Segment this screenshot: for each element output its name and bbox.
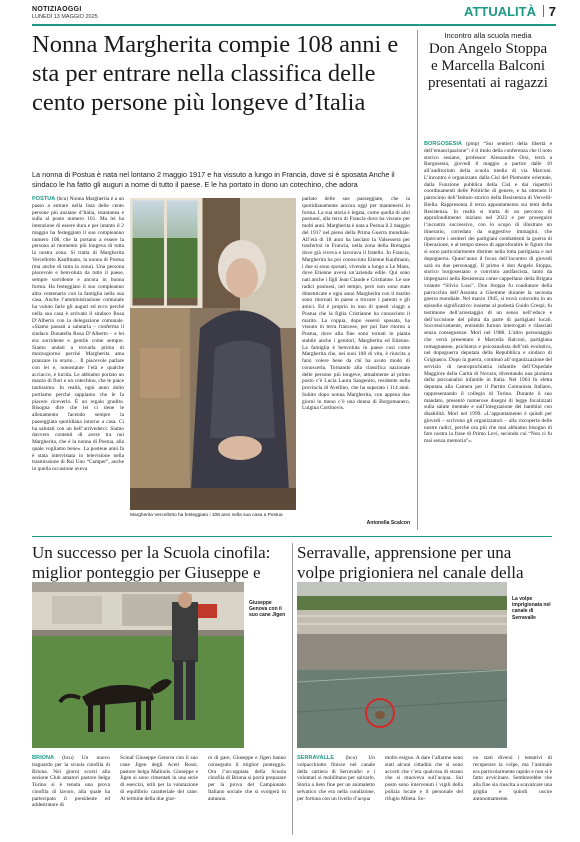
volpe-article-place: SERRAVALLE (297, 755, 335, 761)
main-article-signature: Antonella Scalcon (366, 520, 410, 526)
cinofila-article-column-2 (120, 755, 198, 835)
fox-canal-photo (297, 582, 507, 748)
volpe-article-photo-caption: La volpe imprigionata nel canale di Serravalle (512, 596, 551, 621)
volpe-article-column-2 (385, 755, 463, 835)
volpe-article-column-1 (297, 755, 375, 835)
bottom-column-divider (292, 543, 293, 835)
masthead-date: LUNEDÌ 13 MAGGIO 2025 (32, 14, 98, 20)
cinofila-article-photo-caption: Giuseppe Genova con il suo cane Jigen (249, 600, 286, 619)
elderly-woman-photo (130, 198, 296, 510)
main-article-lead: La nonna di Postua è nata nel lontano 2 maggio 1917 e ha vissuto a lungo in Francia, dove si è sposata Anche il sindaco le ha fatto gli auguri a nome di tutto il paese. E le ha portato in dono un cotechino, che adora (32, 170, 395, 189)
dog-trainer-photo (32, 582, 244, 748)
side-article-place: BORGOSESIA (424, 141, 462, 147)
volpe-article-col3-text: no stati diversi i tentativi di recuperare la volpe, ma l’animale era particolarmente rapido e non si è fatto avvicinare. Sembrerebbe che alla fine sia riuscita a scavalcare una griglia e quindi uscire autonomamente. (473, 755, 552, 802)
main-article-col3-text: parlato delle sue passeggiate, che la quotidianamente ancora oggi per mantenersi in forma. La sua storia è legata, come quella di altri postuesi, alla terra di Francia dove ha vissuto per molti anni. Margherita è nata a Postua il 2 maggio del 1917 nel pieno della Prima Guerra mondiale. All’età di 18 anni ha lasciato la Valsessera per trasferirsi in Francia, nella zona della Bretagna dove già viveva e lavorava il fratello. In Francia, Margherita ha poi conosciuto Etienne Kaufmann, i due si sono sposati, vivendo a lungo a Le Mans, dove Etienne aveva un’azienda edile. Qui sono nati anche i figli Jean Claude e Cristianne. Le sue radici postuesi, nel tempo, però non sono state dimenticate e ogni anno Margherita con il marito sono ritornati in paese a trovare i parenti e gli amici. Ed è proprio in uno di questi viaggi a Postua che la figlia Cristianne ha conosciuto il marito. La coppia, dopo essersi sposata, ha vissuto in terra francese, per poi fare ritorno a Postua, dove alla fine sono tornati in pianta stabile anche i genitori, Margherita ed Etienne. La famiglia è benvoluta in paese così come Margherita che, nei suoi 108 di vita, è riuscita a farsi volere bene da chi ha avuto modo di conoscerla. Tornando alla classifica nazionale delle persone più longeve, attualmente al primo posto c’è Lucia Laura Sangenito, residente nella provincia di Avellino, che ha superato i 114 anni. Subito dopo nonna Margherita, con appena due giorni in meno c’è una donna di Borgomanero, Luigina Cortinovis. (302, 196, 410, 412)
main-article-photo (130, 198, 296, 510)
volpe-article-col2-text: molto esiguo. A dare l’allarme sono stati alcuni cittadini che si sono accorti che c’era qualcosa di strano che si muoveva sull’acqua. Sul posto sono intervenuti i vigili della polizia locale e il personale del rifugio Mileta. So- (385, 755, 463, 802)
volpe-article-col1-text: (bcu) Un volpacchiotto finisce nel canale della cartiera di Serravalle: e i volontari si mobilitano per salvarlo. Storia a lieto fine per un animaletto selvatico che era nella condizione, per fortuna con un livello d’acqua (297, 755, 375, 802)
volpe-article-photo (297, 582, 507, 748)
main-article-photo-caption: Margherita Vercellotto ha festeggiato i 108 anni nella sua casa a Postua (130, 513, 283, 518)
bottom-section-rule (32, 536, 552, 537)
main-article-column-3 (302, 196, 410, 518)
side-article-title: Don Angelo Stoppa e Marcella Balconi presentati ai ragazzi (428, 41, 548, 91)
page-number: 7 (548, 4, 556, 19)
cinofila-article-column-1 (32, 755, 110, 835)
column-divider (417, 30, 418, 530)
side-article-kicker: Incontro alla scuola media (444, 31, 532, 40)
cinofila-article-col2-text: Scinaf Giuseppe Genova con il suo cane Jigen degli Aceri Rossi, pastore belga Malinois. Giuseppe e Jigen si sono cimentati in una serie di esercizi, utili per la valutazione di equilibrio caratteriale del cane. Al termine della due gior- (120, 755, 198, 802)
volpe-article-title: Serravalle, apprensione per una volpe prigioniera nel canale della (297, 543, 524, 582)
main-article-col1-text: (bcu) Nonna Margherita è a un passo a entrare nella lista delle cento persone più anziane d’Italia, istantanea e sulla al posto numero 101. Ma lei ha intenzione di essere dura e per intanto il 2 maggio ha festeggiato il suo compleanno numero 108, che la portano a essere la persona al momento più longeva di tutta la nostra zona. Si tratta di Margherita Vercellotto Kaufmann, la nonna di Postua (ma anche di tutta la zona). Una persona piacevole e benvoluta da tutto il paese, sempre sorridente e ancora in buona forma. Ha festeggiato il suo compleanno altra centenario con la famiglia nella sua casa. Anche l’amministrazione comunale ha voluto farle gli auguri ed ecco perché nella sua casa è arrivato il sindaco Rosa D’Alberto con la delegazione comunale. «Siamo passati a salutarla – conferma il sindaco Donatella Rosa D’Alberto – e lei era sorridente e gentile come sempre. Siamo andati a trovarla prima di mezzogiorno perché Margherita ama pranzare in orario… Il piacevole parlare con lei e, nonostante l’età e qualche acciacco, è lucida. Le abbiamo portato un mazzo di fiori e un cotechino, che le piace tantissimo. In realtà, ogni anno dolio portiamo perché sappiamo che le fa piacere riceverlo. È un regalo gradito. Bisogna dire che lei ci tiene le allenamento facendo sempre la passeggiata quotidiana intorno a casa. Ci ha salutati con un bell’arrivederci. Siamo davvero contenti di avere tra noi Margherita, che è la nonna di Postua, alla quale vogliamo bene». La posteue anni fa è stata intervistata in televisione nella trasmissione di Rai Uno “Camper”, anche in quella occasione aveva (32, 196, 124, 472)
cinofila-article-col3-text: ni di gare, Giuseppe e Jigen hanno conseguito il miglior ponteggio. Ora l’accoppiata della Scuola cinofila di Briona si porrà preparare per la prova del Campionato Italiano sociale che si svolgerà in autunno. (208, 755, 286, 802)
page-separator (543, 5, 544, 17)
section-label: ATTUALITÀ (464, 4, 536, 19)
cinofila-article-place: BRIONA (32, 755, 55, 761)
main-article-column-1 (32, 196, 124, 526)
side-article-body (424, 141, 552, 529)
masthead-brand: NOTIZIAOGGI (32, 6, 82, 13)
cinofila-article-column-3 (208, 755, 286, 835)
main-article-kicker: POSTUA (32, 196, 56, 202)
side-article-text: (pmp) “Sui sentieri della libertà e dell’emancipazione”: è il titolo della conferenza che il noto storico sesiano, professor Alessandro Orsi, terrà a Borgosesia, giovedì 8 maggio a partire dalle 10 all’auditorium della scuola media di via Marconi. L’incontro è organizzato dalla Cisl del Piemonte orientale, dalla Funzione pubblica della Cisl e dai rispettivi coordinamenti delle Politiche di genere, e ha ottenuto il patrocinio dell’Istituto storico della Resistenza di Vercelli-Biella. Rappresenta il terzo appuntamento sui temi della Resistenza. In realtà si tratta di un percorso di approfondimento iniziato nel 2022 e per proseguire l’incontro successivo, con lo scopo di illustrare un itinerario, corredato da suggestive immagini, che ripercorre i sentieri dei partigiani combattenti la guerra di liberazione, e al tempo stesso di approfondire le figure che si sono particolarmente distinte nella lotta partigiana e nel dopoguerra. Quest’anno il focus dell’incontro di giovedì sarà su due personaggi. Il primo è don Angelo Stoppa, storico borgosesiano e convinto antifascista, tanto da impegnarsi nella Resistenza come cappellano della Brigata volante “Silvio Loss”. Don Stoppa fu coadiutore della parrocchia dell’Assunta a Ghemme durante la seconda guerra mondiale. Nel marzo 1945, si trovò coinvolto in un episodio significativo: insieme al podestà Guido Crespi, fu testimone dell’arrestaggio di un senso nell’edoce e dell’uccisione del pilota da parte di partigiani locali. Successivamente, entrambi furono interrogati e rilasciati senza conseguenze. Morì nel 1988. L’altro personaggio che verrà presentato è Marcella Balconi, partigiana romagnanese, psichiatra e psicoanalista dell’età evolutiva, nel dopoguerra deputata della Repubblica e sindaco di Grignasco. Dopo la guerra, continuò all’organizzazione del servizio di neuropsichiatria infantile dell’Ospedale Maggiore della Carità di Novara, diventando una pioniera della psicoanalisi infantile in Italia. Nel 1963 fu eletta deputata alla Camera per il Partito Comunista Italiano, rappresentando il collegio di Torino. Durante il suo mandato, presentò numerose disegni di legge focalizzati sulla salute mentale e sull’integrazione dei bambini con disabilità. Morì nel 1999. «L’appuntamento è quindi per giovedì – scrivono gli organizzatori – alla riscoperta delle nostre radici, perché ora più che mai abbiamo bisogno di fare nostra la frase di Primo Levi, secondo cui “Non ci fu mai senza memoria”». (424, 141, 552, 444)
header-rule (32, 24, 556, 26)
cinofila-article-col1-text: (bcu) Un nuovo traguardo per la scuola cinofila di Briona. Nei giorni scorsi alla sezione Club amatori pastore belga Torino si è tenuta una prova cinofila di lavoro, alla quale ha partecipato il presidente ed addestratore di (32, 755, 110, 809)
cinofila-article-title: Un successo per la Scuola cinofila: miglior ponteggio per Giuseppe e (32, 543, 271, 582)
volpe-article-column-3 (473, 755, 552, 835)
main-article-title: Nonna Margherita compie 108 anni e sta per entrare nella classifica delle cento persone più longeve d’Italia (32, 31, 399, 116)
cinofila-article-photo (32, 582, 244, 748)
